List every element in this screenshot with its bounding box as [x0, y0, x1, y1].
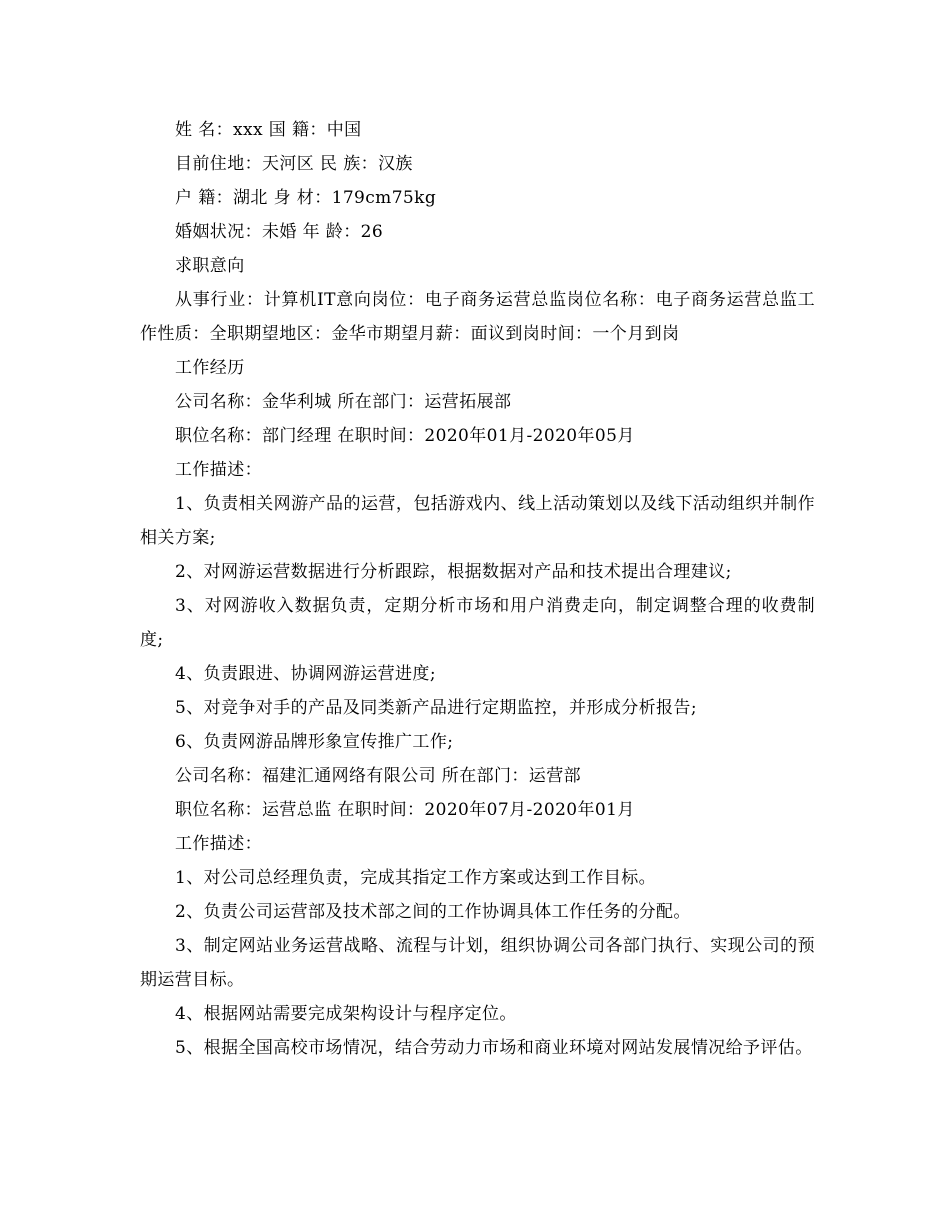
job-intent-heading: 求职意向	[175, 256, 245, 276]
job1-position-line: 职位名称：部门经理 在职时间：2020年01月-2020年05月	[175, 426, 635, 446]
job2-position-line: 职位名称：运营总监 在职时间：2020年07月-2020年01月	[175, 800, 635, 820]
resume-document	[140, 113, 815, 1065]
job1-duty-item: 2、对网游运营数据进行分析跟踪，根据数据对产品和技术提出合理建议;	[175, 562, 732, 582]
job1-company-line: 公司名称：金华利城 所在部门：运营拓展部	[175, 392, 512, 412]
job2-duty-item: 1、对公司总经理负责，完成其指定工作方案或达到工作目标。	[175, 868, 657, 888]
job-intent-text: 从事行业：计算机IT意向岗位：电子商务运营总监岗位名称：电子商务运营总监工作性质：全职期望地区：金华市期望月薪：面议到岗时间：一个月到岗	[140, 290, 815, 344]
work-experience-heading: 工作经历	[175, 358, 245, 378]
marital-age-line: 婚姻状况：未婚 年 龄：26	[175, 222, 384, 242]
name-nationality-line: 姓 名：xxx 国 籍：中国	[175, 120, 362, 140]
job2-duty-item: 5、根据全国高校市场情况，结合劳动力市场和商业环境对网站发展情况给予评估。	[175, 1038, 813, 1058]
job1-description-heading: 工作描述：	[175, 460, 262, 480]
job2-description-heading: 工作描述：	[175, 834, 262, 854]
job2-company-line: 公司名称：福建汇通网络有限公司 所在部门：运营部	[175, 766, 582, 786]
job1-duty-item: 4、负责跟进、协调网游运营进度;	[175, 664, 436, 684]
job2-duty-item: 2、负责公司运营部及技术部之间的工作协调具体工作任务的分配。	[175, 902, 691, 922]
job1-duty-item: 5、对竞争对手的产品及同类新产品进行定期监控，并形成分析报告;	[175, 698, 697, 718]
job1-duty-item: 6、负责网游品牌形象宣传推广工作;	[175, 732, 454, 752]
job1-duty-item: 3、对网游收入数据负责，定期分析市场和用户消费走向，制定调整合理的收费制度;	[140, 596, 815, 650]
job1-duty-item: 1、负责相关网游产品的运营，包括游戏内、线上活动策划以及线下活动组织并制作相关方案;	[140, 494, 815, 548]
job2-duty-item: 3、制定网站业务运营战略、流程与计划，组织协调公司各部门执行、实现公司的预期运营目标。	[140, 936, 815, 990]
hometown-physique-line: 户 籍：湖北 身 材：179cm75kg	[175, 188, 437, 208]
residence-ethnicity-line: 目前住地：天河区 民 族：汉族	[175, 154, 413, 174]
job2-duty-item: 4、根据网站需要完成架构设计与程序定位。	[175, 1004, 517, 1024]
